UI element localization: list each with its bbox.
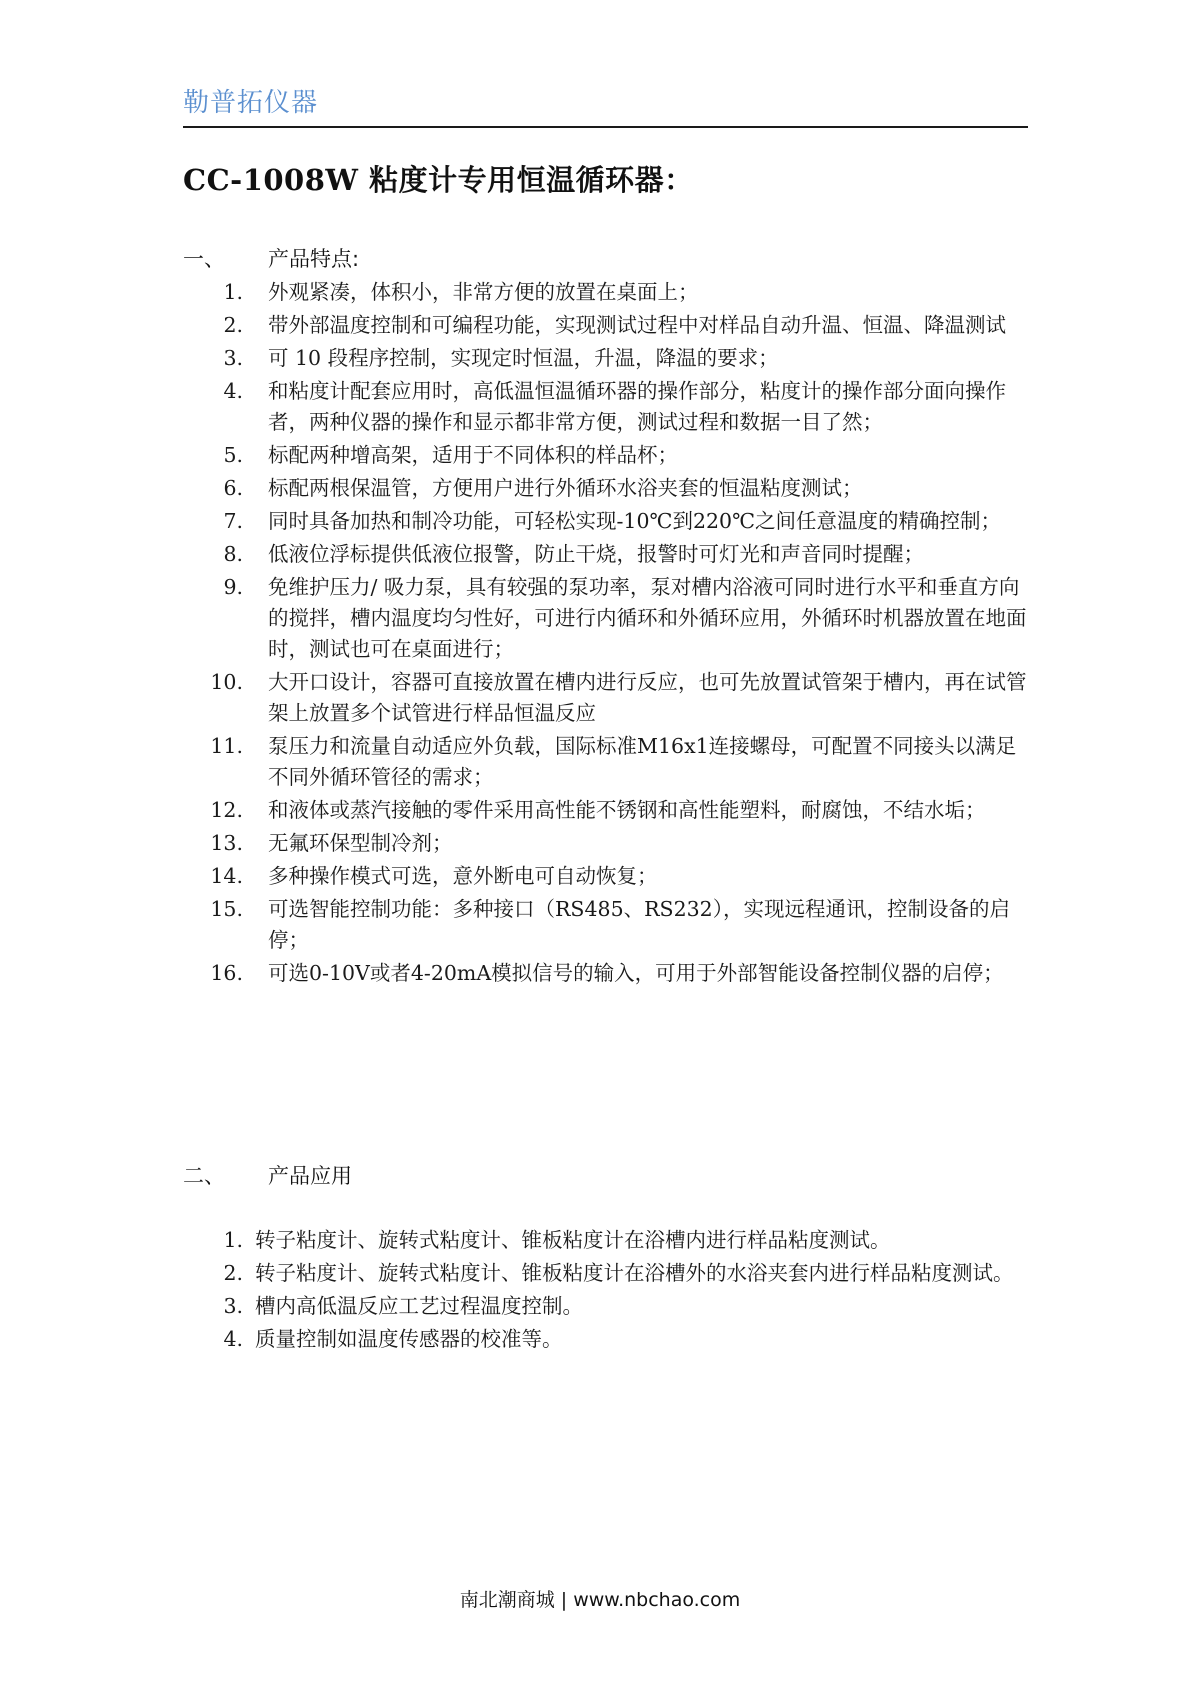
list-item bbox=[183, 473, 1028, 504]
section-number: 一、 bbox=[183, 247, 225, 271]
item-number: 13. bbox=[210, 831, 243, 855]
item-text: 大开口设计，容器可直接放置在槽内进行反应，也可先放置试管架于槽内，再在试管架上放置多个试管进行样品恒温反应 bbox=[268, 670, 1027, 725]
list-item bbox=[183, 795, 1028, 826]
applications-list bbox=[183, 1225, 1028, 1357]
list-item bbox=[183, 1291, 1028, 1322]
list-item bbox=[183, 572, 1028, 665]
item-number: 4. bbox=[223, 379, 243, 403]
item-number: 2. bbox=[223, 1261, 243, 1285]
item-number: 10. bbox=[210, 670, 243, 694]
item-text: 可选智能控制功能：多种接口（RS485、RS232），实现远程通讯，控制设备的启停； bbox=[268, 897, 1010, 952]
item-number: 4. bbox=[223, 1327, 243, 1351]
list-item bbox=[183, 667, 1028, 729]
list-item bbox=[183, 376, 1028, 438]
section-title: 产品应用 bbox=[268, 1164, 352, 1188]
list-item bbox=[183, 894, 1028, 956]
section-number: 二、 bbox=[183, 1164, 225, 1188]
document-title: CC-1008W 粘度计专用恒温循环器： bbox=[183, 163, 694, 197]
item-number: 14. bbox=[210, 864, 243, 888]
item-text: 可 10 段程序控制，实现定时恒温，升温，降温的要求； bbox=[268, 346, 779, 370]
item-text: 转子粘度计、旋转式粘度计、锥板粘度计在浴槽内进行样品粘度测试。 bbox=[255, 1228, 891, 1252]
item-number: 9. bbox=[223, 575, 243, 599]
item-number: 1. bbox=[223, 1228, 243, 1252]
item-text: 和粘度计配套应用时，高低温恒温循环器的操作部分，粘度计的操作部分面向操作者，两种仪器的操作和显示都非常方便，测试过程和数据一目了然； bbox=[268, 379, 1006, 434]
item-number: 15. bbox=[210, 897, 243, 921]
item-number: 11. bbox=[210, 734, 243, 758]
page-footer: 南北潮商城 | www.nbchao.com bbox=[459, 1589, 741, 1611]
item-text: 转子粘度计、旋转式粘度计、锥板粘度计在浴槽外的水浴夹套内进行样品粘度测试。 bbox=[255, 1261, 1014, 1285]
item-number: 6. bbox=[223, 476, 243, 500]
item-text: 槽内高低温反应工艺过程温度控制。 bbox=[255, 1294, 583, 1318]
list-item bbox=[183, 1258, 1028, 1289]
item-number: 5. bbox=[223, 443, 243, 467]
brand-name: 勒普拓仪器 bbox=[183, 88, 319, 118]
list-item bbox=[183, 277, 1028, 308]
list-item bbox=[183, 1324, 1028, 1355]
list-item bbox=[183, 731, 1028, 793]
item-number: 16. bbox=[210, 961, 243, 985]
item-text: 外观紧凑，体积小，非常方便的放置在桌面上； bbox=[268, 280, 699, 304]
list-item bbox=[183, 539, 1028, 570]
item-text: 多种操作模式可选，意外断电可自动恢复； bbox=[268, 864, 658, 888]
item-text: 低液位浮标提供低液位报警，防止干烧，报警时可灯光和声音同时提醒； bbox=[268, 542, 924, 566]
item-text: 带外部温度控制和可编程功能，实现测试过程中对样品自动升温、恒温、降温测试 bbox=[268, 313, 1006, 337]
item-number: 1. bbox=[223, 280, 243, 304]
list-item bbox=[183, 958, 1028, 989]
item-number: 3. bbox=[223, 346, 243, 370]
list-item bbox=[183, 861, 1028, 892]
item-number: 7. bbox=[223, 509, 243, 533]
item-text: 可选0-10V或者4-20mA模拟信号的输入，可用于外部智能设备控制仪器的启停； bbox=[268, 961, 1004, 985]
item-text: 标配两种增高架，适用于不同体积的样品杯； bbox=[268, 443, 678, 467]
item-text: 标配两根保温管，方便用户进行外循环水浴夹套的恒温粘度测试； bbox=[268, 476, 863, 500]
item-number: 12. bbox=[210, 798, 243, 822]
item-number: 3. bbox=[223, 1294, 243, 1318]
item-text: 泵压力和流量自动适应外负载，国际标准M16x1连接螺母，可配置不同接头以满足不同外循环管径的需求； bbox=[268, 734, 1017, 789]
item-text: 同时具备加热和制冷功能，可轻松实现-10℃到220℃之间任意温度的精确控制； bbox=[268, 509, 1002, 533]
section-title: 产品特点: bbox=[268, 247, 360, 271]
item-text: 免维护压力/ 吸力泵，具有较强的泵功率，泵对槽内浴液可同时进行水平和垂直方向的搅拌，槽内温度均匀性好，可进行内循环和外循环应用，外循环时机器放置在地面时，测试也可在桌面进行； bbox=[268, 575, 1027, 661]
list-item bbox=[183, 828, 1028, 859]
item-text: 质量控制如温度传感器的校准等。 bbox=[255, 1327, 563, 1351]
item-text: 和液体或蒸汽接触的零件采用高性能不锈钢和高性能塑料，耐腐蚀，不结水垢； bbox=[268, 798, 986, 822]
item-text: 无氟环保型制冷剂； bbox=[268, 831, 453, 855]
section-heading-features bbox=[183, 243, 1028, 275]
list-item bbox=[183, 343, 1028, 374]
list-item bbox=[183, 440, 1028, 471]
section-heading-applications bbox=[183, 1160, 1028, 1192]
list-item bbox=[183, 506, 1028, 537]
item-number: 2. bbox=[223, 313, 243, 337]
features-list bbox=[183, 277, 1028, 991]
item-number: 8. bbox=[223, 542, 243, 566]
list-item bbox=[183, 1225, 1028, 1256]
list-item bbox=[183, 310, 1028, 341]
page-header bbox=[183, 86, 1028, 128]
